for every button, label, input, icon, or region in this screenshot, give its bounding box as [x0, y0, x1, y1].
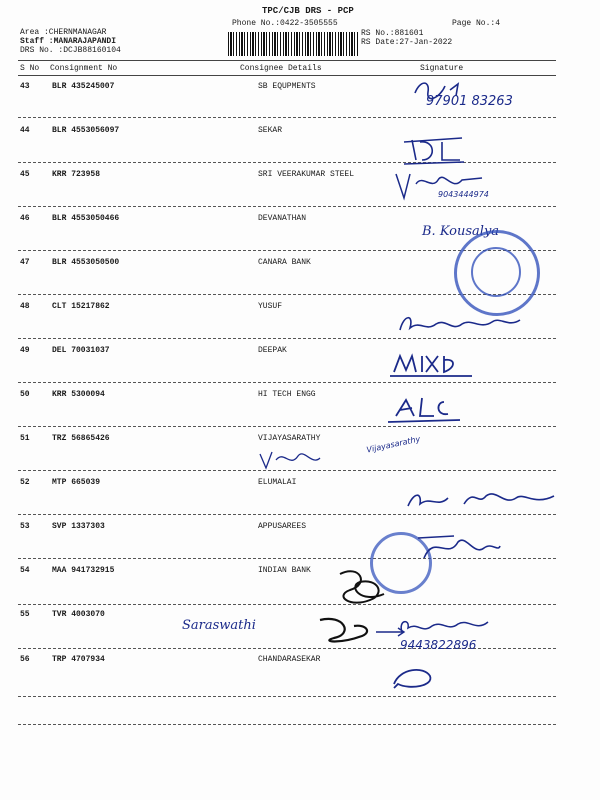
signature-56	[390, 664, 440, 696]
row-consignment: TRZ 56865426	[52, 434, 110, 443]
phone-number: Phone No.:0422-3505555	[232, 19, 338, 28]
row-consignment: TRP 4707934	[52, 655, 105, 664]
signature-55-phone: 9443822896	[400, 638, 477, 652]
area-label: Area :CHERNMANAGAR	[20, 28, 107, 37]
row-sno: 54	[20, 566, 30, 575]
signature-49	[386, 350, 476, 384]
signature-44	[402, 134, 472, 173]
row-consignee: INDIAN BANK	[258, 566, 311, 575]
row-consignment: BLR 4553056097	[52, 126, 120, 135]
column-header-consignee: Consignee Details	[240, 64, 322, 73]
row-sno: 52	[20, 478, 30, 487]
row-consignment: TVR 4003070	[52, 610, 105, 619]
row-divider	[18, 162, 556, 163]
signature-45	[392, 170, 512, 208]
signature-43	[410, 78, 560, 122]
signature-55-name: Saraswathi	[182, 618, 256, 633]
signature-52	[404, 484, 564, 518]
row-sno: 48	[20, 302, 30, 311]
signature-43-phone: 97901 83263	[426, 94, 513, 109]
row-divider	[18, 604, 556, 605]
row-sno: 50	[20, 390, 30, 399]
page-number: Page No.:4	[452, 19, 501, 28]
signature-53	[414, 530, 504, 568]
row-consignee: YUSUF	[258, 302, 283, 311]
signature-51	[256, 434, 422, 476]
document-title: TPC/CJB DRS - PCP	[262, 6, 354, 16]
row-sno: 46	[20, 214, 30, 223]
drs-number: DRS No. :DCJB88160104	[20, 46, 121, 55]
row-sno: 47	[20, 258, 30, 267]
signature-54	[330, 564, 400, 614]
row-sno: 55	[20, 610, 30, 619]
signature-50	[384, 394, 464, 430]
row-consignment: KRR 723958	[52, 170, 101, 179]
row-sno: 45	[20, 170, 30, 179]
signature-51-name: Vijayasarathy	[365, 434, 422, 455]
row-divider	[18, 696, 556, 697]
row-consignment: BLR 4553050500	[52, 258, 120, 267]
barcode	[228, 32, 358, 56]
row-sno: 56	[20, 655, 30, 664]
rs-date: RS Date:27-Jan-2022	[361, 38, 453, 47]
row-consignment: CLT 15217862	[52, 302, 110, 311]
canara-bank-stamp	[454, 230, 540, 316]
signature-48	[396, 310, 526, 344]
row-sno: 44	[20, 126, 30, 135]
row-consignee: ELUMALAI	[258, 478, 297, 487]
row-sno: 51	[20, 434, 30, 443]
rs-number: RS No.:881601	[361, 29, 424, 38]
row-consignee: DEVANATHAN	[258, 214, 307, 223]
row-consignee: APPUSAREES	[258, 522, 307, 531]
signature-45-phone: 9043444974	[438, 190, 489, 199]
page-bottom-rule	[18, 724, 556, 725]
staff-label: Staff :MANARAJAPANDI	[20, 37, 117, 46]
column-header-sno: S No	[20, 64, 40, 73]
row-sno: 49	[20, 346, 30, 355]
row-consignment: MTP 665039	[52, 478, 101, 487]
signature-46-name: B. Kousalya	[422, 224, 500, 239]
row-consignment: DEL 70031037	[52, 346, 110, 355]
row-sno: 43	[20, 82, 30, 91]
column-header-consignment: Consignment No	[50, 64, 118, 73]
row-consignee: SB EQUPMENTS	[258, 82, 316, 91]
row-consignment: MAA 941732915	[52, 566, 115, 575]
header-bottom-rule	[18, 75, 556, 76]
row-consignee: SEKAR	[258, 126, 283, 135]
row-consignee: CANARA BANK	[258, 258, 311, 267]
row-consignment: BLR 435245007	[52, 82, 115, 91]
column-header-signature: Signature	[420, 64, 464, 73]
row-consignment: SVP 1337303	[52, 522, 105, 531]
row-consignee: VIJAYASARATHY	[258, 434, 321, 443]
row-consignee: CHANDARASEKAR	[258, 655, 321, 664]
row-consignment: KRR 5300094	[52, 390, 105, 399]
row-consignee: SRI VEERAKUMAR STEEL	[258, 170, 355, 179]
row-sno: 53	[20, 522, 30, 531]
header-top-rule	[18, 60, 556, 61]
row-divider	[18, 426, 556, 427]
row-consignee: HI TECH ENGG	[258, 390, 316, 399]
row-consignment: BLR 4553050466	[52, 214, 120, 223]
row-consignee: DEEPAK	[258, 346, 287, 355]
